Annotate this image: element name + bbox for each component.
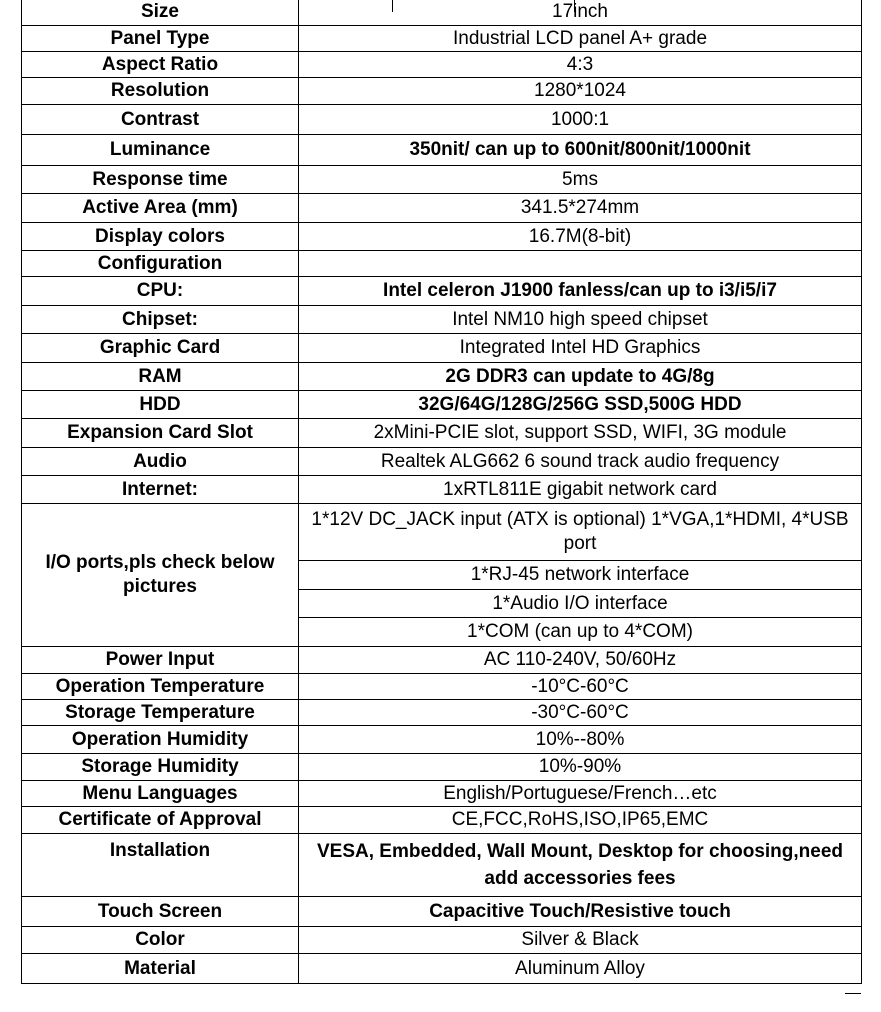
table-row — [22, 476, 862, 504]
row-value: Intel NM10 high speed chipset — [299, 306, 862, 334]
row-value: 341.5*274mm — [299, 194, 862, 223]
row-label: Operation Temperature — [22, 674, 299, 700]
row-label: Resolution — [22, 78, 299, 105]
row-label: Luminance — [22, 135, 299, 166]
row-value: Capacitive Touch/Resistive touch — [299, 897, 862, 927]
table-row — [22, 277, 862, 306]
table-row — [22, 194, 862, 223]
row-label: Power Input — [22, 647, 299, 674]
row-value: 16.7M(8-bit) — [299, 223, 862, 251]
page-cut — [0, 990, 881, 1012]
table-row — [22, 674, 862, 700]
row-value: Realtek ALG662 6 sound track audio frequency — [299, 448, 862, 476]
table-row — [22, 700, 862, 726]
row-label: HDD — [22, 391, 299, 419]
row-value: 32G/64G/128G/256G SSD,500G HDD — [299, 391, 862, 419]
table-row — [22, 52, 862, 78]
row-value: Industrial LCD panel A+ grade — [299, 26, 862, 52]
table-row — [22, 419, 862, 448]
row-value: 4:3 — [299, 52, 862, 78]
table-row — [22, 135, 862, 166]
table-row — [22, 78, 862, 105]
row-label: Display colors — [22, 223, 299, 251]
row-value: Intel celeron J1900 fanless/can up to i3/i5/i7 — [299, 277, 862, 306]
table-row — [22, 26, 862, 52]
row-value: 1*Audio I/O interface — [299, 590, 862, 618]
table-row — [22, 927, 862, 954]
row-value: 1*RJ-45 network interface — [299, 561, 862, 590]
row-label: Response time — [22, 166, 299, 194]
table-row — [22, 306, 862, 334]
table-row — [22, 647, 862, 674]
table-row — [22, 0, 862, 26]
row-label: Audio — [22, 448, 299, 476]
row-value: 2xMini-PCIE slot, support SSD, WIFI, 3G module — [299, 419, 862, 448]
row-value: Integrated Intel HD Graphics — [299, 334, 862, 363]
row-value: 1xRTL811E gigabit network card — [299, 476, 862, 504]
row-value: 10%--80% — [299, 726, 862, 754]
row-label: Panel Type — [22, 26, 299, 52]
row-value: 17inch — [299, 0, 862, 26]
row-label: Configuration — [22, 251, 299, 277]
table-row — [22, 166, 862, 194]
table-row — [22, 754, 862, 781]
table-row — [22, 834, 862, 897]
row-label: Aspect Ratio — [22, 52, 299, 78]
row-label: Operation Humidity — [22, 726, 299, 754]
row-value: VESA, Embedded, Wall Mount, Desktop for choosing,need add accessories fees — [299, 834, 862, 897]
row-label: Active Area (mm) — [22, 194, 299, 223]
row-value: 1*COM (can up to 4*COM) — [299, 618, 862, 647]
corner-mark — [845, 993, 861, 994]
row-value: English/Portuguese/French…etc — [299, 781, 862, 807]
table-row — [22, 807, 862, 834]
row-value: 1*12V DC_JACK input (ATX is optional) 1*VGA,1*HDMI, 4*USB port — [299, 504, 862, 561]
row-label: RAM — [22, 363, 299, 391]
table-row — [22, 448, 862, 476]
row-value: 1280*1024 — [299, 78, 862, 105]
row-label: Contrast — [22, 105, 299, 135]
row-value: -30°C-60°C — [299, 700, 862, 726]
row-label: Menu Languages — [22, 781, 299, 807]
table-row — [22, 897, 862, 927]
row-label: Color — [22, 927, 299, 954]
row-label: Installation — [22, 834, 299, 897]
row-value: 350nit/ can up to 600nit/800nit/1000nit — [299, 135, 862, 166]
row-label: Storage Temperature — [22, 700, 299, 726]
row-label: Chipset: — [22, 306, 299, 334]
table-row — [22, 334, 862, 363]
row-label: Expansion Card Slot — [22, 419, 299, 448]
row-value: 2G DDR3 can update to 4G/8g — [299, 363, 862, 391]
row-value: AC 110-240V, 50/60Hz — [299, 647, 862, 674]
table-row — [22, 223, 862, 251]
row-label: Certificate of Approval — [22, 807, 299, 834]
table-row — [22, 504, 862, 561]
table-row — [22, 105, 862, 135]
row-label: CPU: — [22, 277, 299, 306]
row-value: 1000:1 — [299, 105, 862, 135]
row-value: Aluminum Alloy — [299, 954, 862, 984]
row-value: Silver & Black — [299, 927, 862, 954]
table-row — [22, 363, 862, 391]
row-value — [299, 251, 862, 277]
table-row — [22, 391, 862, 419]
row-value: CE,FCC,RoHS,ISO,IP65,EMC — [299, 807, 862, 834]
table-row — [22, 726, 862, 754]
table-row — [22, 781, 862, 807]
row-label: Internet: — [22, 476, 299, 504]
row-label: Material — [22, 954, 299, 984]
io-ports-label: I/O ports,pls check below pictures — [22, 504, 299, 647]
row-label: Size — [22, 0, 299, 26]
row-label: Storage Humidity — [22, 754, 299, 781]
table-row — [22, 251, 862, 277]
row-value: 10%-90% — [299, 754, 862, 781]
table-row — [22, 954, 862, 984]
row-value: -10°C-60°C — [299, 674, 862, 700]
row-label: Touch Screen — [22, 897, 299, 927]
row-label: Graphic Card — [22, 334, 299, 363]
row-value: 5ms — [299, 166, 862, 194]
spec-table — [21, 0, 862, 984]
